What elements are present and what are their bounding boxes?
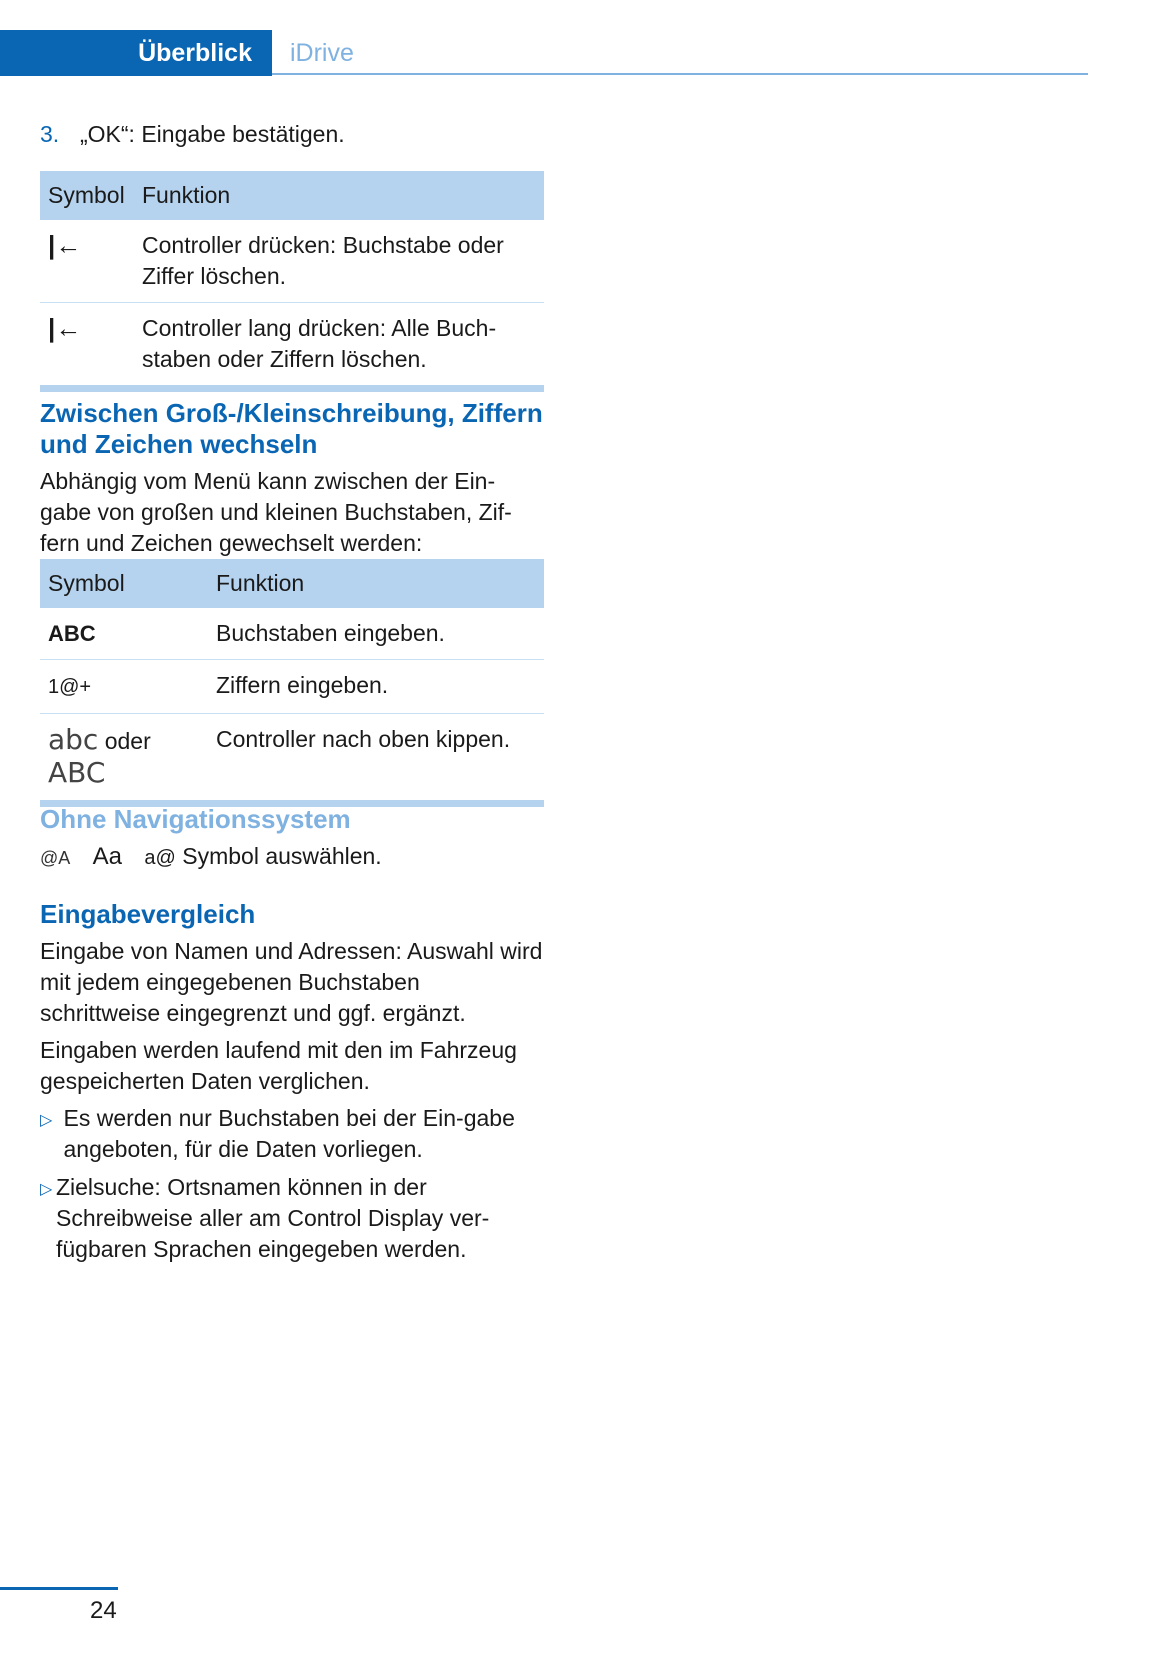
bullet-triangle-icon: ▷ [40, 1181, 53, 1198]
table-cell-function: Controller nach oben kippen. [216, 726, 511, 752]
page-number: 24 [90, 1597, 117, 1624]
table-cell-function: Controller drücken: Buchstabe oder Ziffer löschen. [134, 220, 544, 303]
section-case-switch [40, 398, 544, 559]
step-3 [40, 119, 544, 149]
paragraph: Eingabe von Namen und Adressen: Auswahl wird mit jedem eingegebenen Buchstaben schrittweise eingegrenzt und ggf. ergänzt. [40, 938, 543, 1026]
list-item: ▷ Zielsuche: Ortsnamen können in der Schreibweise aller am Control Display ver-fügbaren Sprachen eingegeben werden. [40, 1172, 544, 1265]
header-tab-ueberblick[interactable]: Überblick [0, 30, 272, 76]
table-bottom-rule [40, 385, 544, 392]
footer-rule [0, 1587, 118, 1590]
lowercase-abc-icon: abc [48, 723, 99, 756]
symbol-select-text: Symbol auswählen. [182, 843, 382, 869]
backspace-icon: |← [48, 230, 82, 260]
table-row [40, 303, 544, 386]
table-row [40, 608, 544, 660]
table-cell-function: Buchstaben eingeben. [208, 608, 544, 660]
table-header-function: Funktion [134, 171, 544, 220]
delete-symbol-table [40, 171, 544, 392]
bullet-triangle-icon: ▷ [40, 1112, 53, 1129]
section-no-navigation [40, 804, 544, 874]
header-tab-idrive[interactable]: iDrive [290, 38, 354, 67]
list-item: ▷ Es werden nur Buchstaben bei der Ein-gabe angeboten, für die Daten vorliegen. [40, 1103, 544, 1165]
step-text: „OK“: Eingabe bestätigen. [80, 121, 345, 147]
input-mode-table [40, 559, 544, 807]
at-a-icon: @A [40, 848, 71, 868]
table-row [40, 220, 544, 303]
table-cell-function: Ziffern eingeben. [208, 660, 544, 714]
table-row [40, 660, 544, 714]
table-header-symbol: Symbol [40, 171, 134, 220]
letters-mode-icon: ABC [48, 621, 96, 646]
a-case-icon: Aa [92, 843, 123, 870]
section-body: Abhängig vom Menü kann zwischen der Ein-gabe von großen und kleinen Buchstaben, Zif-fern und Zeichen gewechselt werden: [40, 468, 512, 556]
section-input-comparison [40, 899, 544, 1272]
table-header-symbol: Symbol [40, 559, 208, 608]
step-number: 3. [40, 121, 60, 147]
digits-mode-icon: 1@+ [48, 676, 92, 698]
backspace-icon: |← [48, 313, 82, 343]
table-cell-function: Controller lang drücken: Alle Buch-staben oder Ziffern löschen. [142, 315, 497, 372]
table-row [40, 714, 544, 801]
section-title: Ohne Navigationssystem [40, 804, 351, 834]
section-title: Zwischen Groß-/Kleinschreibung, Ziffern und Zeichen wechseln [40, 398, 543, 459]
paragraph: Eingaben werden laufend mit den im Fahrzeug gespeicherten Daten verglichen. [40, 1037, 517, 1094]
header-divider [272, 73, 1088, 75]
section-title: Eingabevergleich [40, 899, 256, 929]
table-header-function: Funktion [208, 559, 544, 608]
a-at-icon: a@ [144, 847, 176, 869]
or-label: oder [104, 728, 151, 754]
uppercase-abc-icon: ABC [48, 756, 106, 789]
